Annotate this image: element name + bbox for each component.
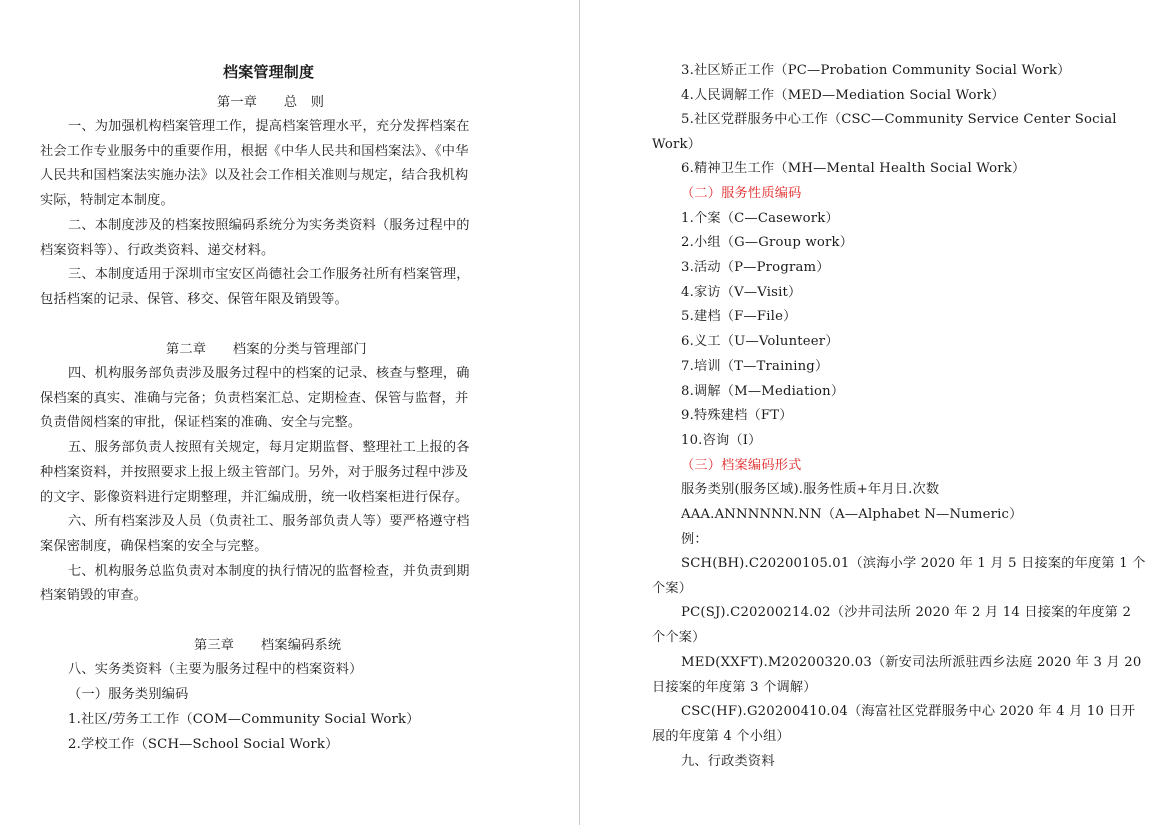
text-line: 一、为加强机构档案管理工作，提高档案管理水平，充分发挥档案在: [68, 119, 470, 134]
text-line: 八、实务类资料（主要为服务过程中的档案资料）: [68, 662, 363, 677]
text-line: 人民共和国档案法实施办法》以及社会工作相关准则与规定，结合我机构: [40, 168, 469, 183]
text-line: 例：: [681, 532, 708, 547]
text-line: 9.特殊建档（FT）: [681, 408, 793, 423]
text-line: AAA.ANNNNNN.NN（A—Alphabet N—Numeric）: [681, 507, 1023, 522]
text-line: 服务类别(服务区域).服务性质+年月日.次数: [681, 482, 940, 497]
text-line: 实际，特制定本制度。: [40, 193, 174, 208]
text-line: 案保密制度，确保档案的安全与完整。: [40, 539, 268, 554]
text-line: 6.义工（U—Volunteer）: [681, 334, 839, 349]
text-line: 日接案的年度第 3 个调解）: [652, 680, 817, 695]
text-line: 7.培训（T—Training）: [681, 359, 829, 374]
text-line: 社会工作专业服务中的重要作用，根据《中华人民共和国档案法》、《中华: [40, 144, 469, 159]
text-line: 4.家访（V—Visit）: [681, 285, 802, 300]
text-line: 保档案的真实、准确与完备；负责档案汇总、定期检查、保管与监督，并: [40, 391, 469, 406]
text-line: 8.调解（M—Mediation）: [681, 384, 845, 399]
text-line: 种档案资料，并按照要求上报上级主管部门。另外，对于服务过程中涉及: [40, 465, 469, 480]
text-line: CSC(HF).G20200410.04（海富社区党群服务中心 2020 年 4 月 10 日开: [681, 704, 1136, 719]
text-line: 5.建档（F—File）: [681, 309, 797, 324]
text-line: SCH(BH).C20200105.01（滨海小学 2020 年 1 月 5 日接案的年度第 1 个: [681, 556, 1146, 571]
text-line: （一）服务类别编码: [68, 687, 189, 702]
text-line: 1.个案（C—Casework）: [681, 211, 839, 226]
chapter-3-heading: 第三章 档案编码系统: [194, 638, 342, 653]
text-line: 档案销毁的审查。: [40, 588, 148, 603]
text-line: Work）: [652, 137, 702, 152]
document-title: 档案管理制度: [223, 63, 315, 81]
text-line: 五、服务部负责人按照有关规定，每月定期监督、整理社工上报的各: [68, 440, 470, 455]
page-divider: [579, 0, 580, 825]
text-line: 九、行政类资料: [681, 754, 775, 769]
text-line: 三、本制度适用于深圳市宝安区尚德社会工作服务社所有档案管理，: [68, 267, 470, 282]
text-line: 包括档案的记录、保管、移交、保管年限及销毁等。: [40, 292, 348, 307]
text-line: 1.社区/劳务工工作（COM—Community Social Work）: [68, 712, 420, 727]
chapter-2-heading: 第二章 档案的分类与管理部门: [166, 342, 367, 357]
text-line: 负责借阅档案的审批，保证档案的准确、安全与完整。: [40, 415, 362, 430]
text-line: 2.小组（G—Group work）: [681, 235, 854, 250]
text-line: 个个案）: [652, 630, 706, 645]
text-line: 的文字、影像资料进行定期整理，并汇编成册，统一收档案柜进行保存。: [40, 490, 469, 505]
text-line: 个案）: [652, 581, 693, 596]
left-page: [0, 0, 579, 825]
text-line: 档案资料等）、行政类资料、递交材料。: [40, 243, 275, 258]
text-line: 3.活动（P—Program）: [681, 260, 830, 275]
text-line: 10.咨询（I）: [681, 433, 762, 448]
text-line: PC(SJ).C20200214.02（沙井司法所 2020 年 2 月 14 日接案的年度第 2: [681, 605, 1132, 620]
text-line: 3.社区矫正工作（PC—Probation Community Social Work）: [681, 63, 1071, 78]
text-line: 5.社区党群服务中心工作（CSC—Community Service Center Social: [681, 112, 1117, 127]
text-line: 4.人民调解工作（MED—Mediation Social Work）: [681, 88, 1005, 103]
text-line: 六、所有档案涉及人员（负责社工、服务部负责人等）要严格遵守档: [68, 514, 470, 529]
chapter-1-heading: 第一章 总 则: [217, 95, 325, 110]
text-line: 七、机构服务总监负责对本制度的执行情况的监督检查，并负责到期: [68, 564, 470, 579]
section-heading-code-format: （三）档案编码形式: [681, 458, 802, 473]
text-line: 二、本制度涉及的档案按照编码系统分为实务类资料（服务过程中的: [68, 218, 470, 233]
text-line: 四、机构服务部负责涉及服务过程中的档案的记录、核查与整理，确: [68, 366, 470, 381]
text-line: 6.精神卫生工作（MH—Mental Health Social Work）: [681, 161, 1026, 176]
section-heading-service-nature: （二）服务性质编码: [681, 186, 802, 201]
text-line: MED(XXFT).M20200320.03（新安司法所派驻西乡法庭 2020 年 3 月 20: [681, 655, 1142, 670]
text-line: 2.学校工作（SCH—School Social Work）: [68, 737, 339, 752]
text-line: 展的年度第 4 个小组）: [652, 729, 790, 744]
